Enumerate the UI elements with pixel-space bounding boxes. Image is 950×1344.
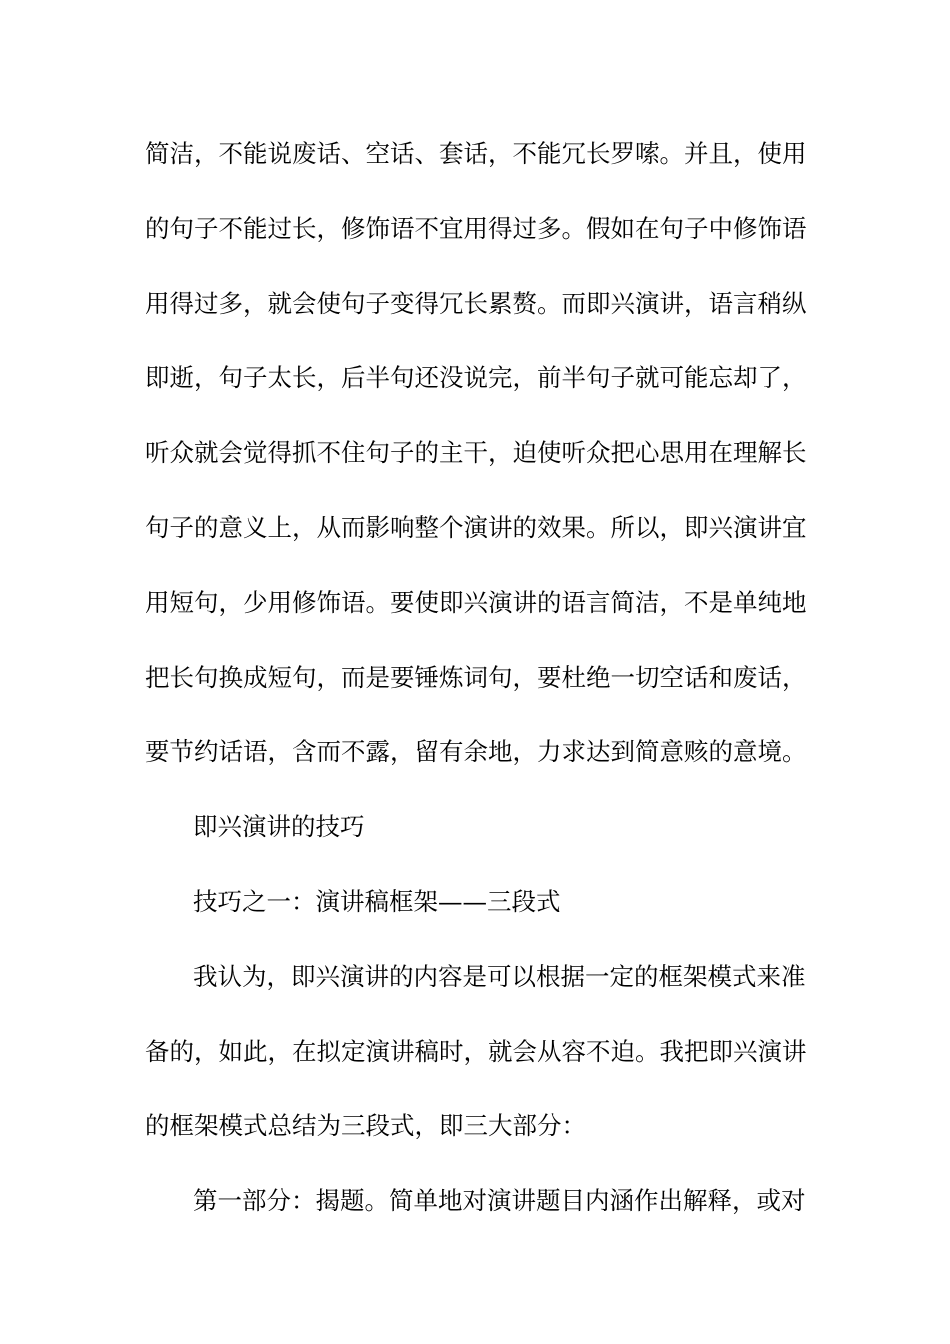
document-body: [145, 129, 810, 1251]
paragraph-first-line: 第一部分：揭题。简单地对演讲题目内涵作出解释，或对: [193, 1186, 806, 1216]
body-line: 要节约话语，含而不露，留有余地，力求达到简意赅的意境。: [145, 737, 807, 767]
body-line: 用短句，少用修饰语。要使即兴演讲的语言简洁，不是单纯地: [145, 587, 807, 617]
subsection-heading: 技巧之一：演讲稿框架——三段式: [193, 886, 561, 916]
body-line: 用得过多，就会使句子变得冗长累赘。而即兴演讲，语言稍纵: [145, 288, 807, 318]
body-line: 的句子不能过长，修饰语不宜用得过多。假如在句子中修饰语: [145, 213, 807, 243]
section-heading: 即兴演讲的技巧: [193, 812, 365, 842]
paragraph-first-line: 我认为，即兴演讲的内容是可以根据一定的框架模式来准: [193, 961, 806, 991]
body-line: 即逝，句子太长，后半句还没说完，前半句子就可能忘却了，: [145, 363, 807, 393]
body-line: 句子的意义上，从而影响整个演讲的效果。所以，即兴演讲宜: [145, 512, 807, 542]
body-line: 的框架模式总结为三段式，即三大部分：: [145, 1111, 586, 1141]
body-line: 简洁，不能说废话、空话、套话，不能冗长罗嗦。并且，使用: [145, 139, 807, 168]
body-line: 把长句换成短句，而是要锤炼词句，要杜绝一切空话和废话，: [145, 662, 807, 692]
body-line: 备的，如此，在拟定演讲稿时，就会从容不迫。我把即兴演讲: [145, 1036, 807, 1066]
body-line: 听众就会觉得抓不住句子的主干，迫使听众把心思用在理解长: [145, 438, 807, 468]
